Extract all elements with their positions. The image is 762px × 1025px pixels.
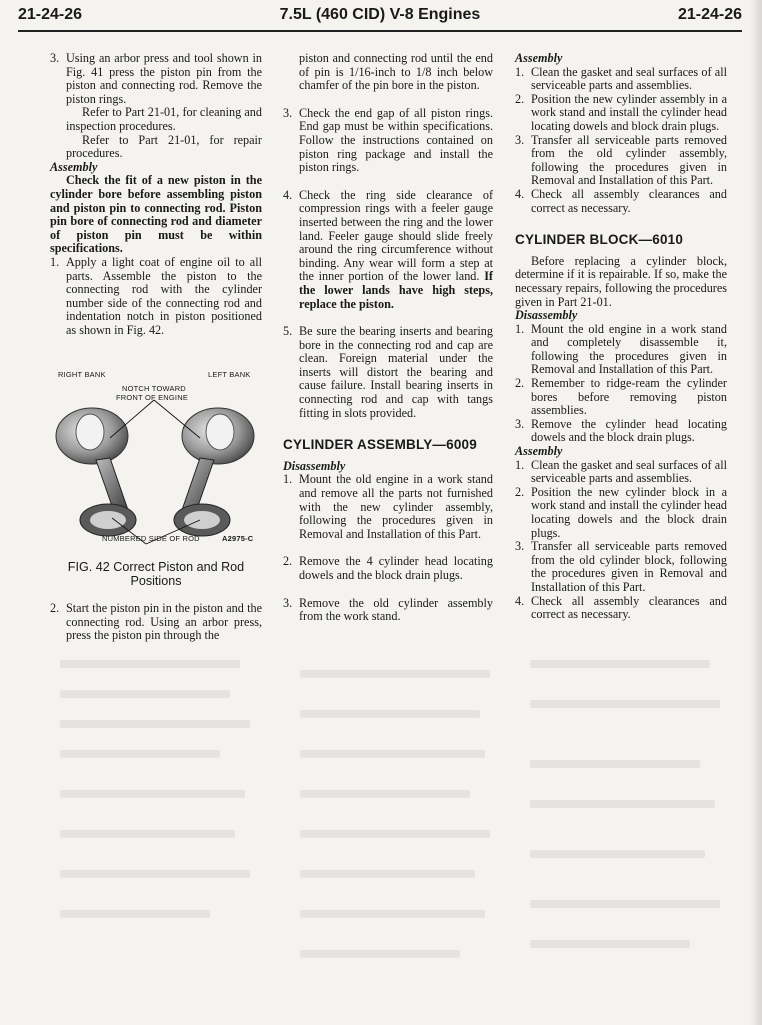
bleed-through-texture	[0, 640, 762, 1025]
figure-caption: FIG. 42 Correct Piston and Rod Positions	[67, 560, 245, 588]
list-item	[515, 66, 727, 93]
column-2	[283, 52, 493, 624]
intro-paragraph: Before replacing a cylinder block, determine if it is repairable. If so, make the necessary repairs, following the procedures given in Part 21-01.	[515, 253, 727, 309]
item-number: 4.	[283, 187, 293, 202]
item-text: Mount the old engine in a work stand and completely disassemble it, following the procedures given in Removal and Installation of this Part.	[531, 321, 727, 377]
list-item	[515, 595, 727, 622]
subheading-disassembly: Disassembly	[283, 458, 346, 473]
list-item	[515, 93, 727, 134]
item-number: 1.	[515, 457, 525, 472]
item-number: 5.	[283, 324, 293, 339]
list-item	[283, 189, 493, 311]
list-item-continued	[283, 52, 493, 93]
header-rule	[18, 30, 742, 32]
item-text: Transfer all serviceable parts removed from the old cylinder block, following the procedures given in Removal and Installation of this Part.	[531, 539, 727, 594]
item-text: Remove the old cylinder assembly from the work stand.	[299, 595, 493, 624]
item-text: Remember to ridge-ream the cylinder bores before removing piston assemblies.	[531, 376, 727, 418]
list-item	[515, 540, 727, 594]
item-number: 4.	[515, 593, 525, 608]
item-text: Mount the old engine in a work stand and remove all the parts not furnished with the new cylinder assembly, following the procedures given in Removal and Installation of this Part.	[299, 472, 493, 541]
item-number: 4.	[515, 186, 525, 201]
subheading-disassembly: Disassembly	[515, 308, 578, 323]
item-text: Apply a light coat of engine oil to all parts. Assemble the piston to the connecting rod with the cylinder number side of the connecting rod and indentation notch in piston positioned as shown in Fig. 42.	[66, 254, 262, 337]
refer-paragraph: Refer to Part 21-01, for repair procedures.	[66, 132, 262, 161]
item-number: 2.	[515, 91, 525, 106]
item-number: 3.	[515, 132, 525, 147]
left-bank-label: LEFT BANK	[208, 370, 251, 379]
page-title: 7.5L (460 CID) V-8 Engines	[279, 6, 481, 23]
list-item	[515, 486, 727, 540]
column-1	[50, 52, 262, 337]
list-item	[283, 107, 493, 175]
column-3	[515, 52, 727, 622]
list-item	[515, 134, 727, 188]
list-item	[283, 555, 493, 582]
subheading-assembly: Assembly	[50, 159, 98, 174]
section-heading-cylinder-assembly: CYLINDER ASSEMBLY—6009	[283, 437, 477, 453]
item-number: 2.	[515, 376, 525, 391]
item-number: 3.	[515, 416, 525, 431]
subheading-assembly: Assembly	[515, 444, 563, 459]
item-number: 2.	[515, 484, 525, 499]
item-number: 1.	[283, 472, 293, 487]
item-text: Check all assembly clearances and correct as necessary.	[531, 186, 727, 215]
page-number-left: 21-24-26	[18, 6, 83, 23]
item-text: Remove the 4 cylinder head locating dowels and the block drain plugs.	[299, 554, 493, 582]
item-number: 1.	[515, 64, 525, 79]
item-text: Position the new cylinder assembly in a work stand and install the cylinder head locating dowels and block drain plugs.	[531, 91, 727, 133]
item-text: Check the ring side clearance of compression rings with a feeler gauge inserted between the ring and the lower land. Feeler gauge should slide freely around the ring circumference without binding. Any wear will form a step at the inner portion of the lower land.	[299, 187, 493, 284]
item-text: Remove the cylinder head locating dowels and the block drain plugs.	[531, 416, 727, 445]
item-number: 3.	[283, 105, 293, 120]
numbered-side-label: NUMBERED SIDE OF ROD	[102, 534, 200, 543]
section-heading-cylinder-block: CYLINDER BLOCK—6010	[515, 232, 684, 248]
item-number: 1.	[515, 321, 525, 336]
figure-code: A2975-C	[222, 534, 254, 543]
column-1-bottom	[50, 602, 262, 643]
item-text: Using an arbor press and tool shown in Fig. 41 press the piston pin from the piston and connecting rod. Remove the piston rings.	[66, 51, 262, 106]
figure-42	[50, 368, 262, 546]
item-text: Position the new cylinder block in a work stand and install the cylinder head locating dowels and the block drain plugs.	[531, 484, 727, 540]
refer-paragraph: Refer to Part 21-01, for cleaning and inspection procedures.	[66, 105, 262, 133]
subheading-assembly: Assembly	[515, 51, 563, 65]
item-number: 2.	[283, 554, 293, 569]
list-item	[283, 473, 493, 541]
page-edge-shadow	[750, 0, 762, 1025]
item-bold-text: If the lower lands have high steps, replace the piston.	[299, 269, 493, 311]
item-number: 1.	[50, 254, 60, 269]
item-text: Transfer all serviceable parts removed from the old cylinder assembly, following the procedures given in Removal and Installation of this Part.	[531, 132, 727, 188]
item-text: Clean the gasket and seal surfaces of all serviceable parts and assemblies.	[531, 457, 727, 486]
right-bank-label: RIGHT BANK	[58, 370, 106, 379]
list-item	[50, 256, 262, 338]
list-item	[515, 418, 727, 445]
bold-note: Check the fit of a new piston in the cylinder bore before assembling piston and piston pin to connecting rod. Piston pin bore of connecting rod and diameter of piston pin must be within specifications.	[50, 173, 262, 256]
item-number: 3.	[283, 595, 293, 610]
item-text: Check the end gap of all piston rings. End gap must be within specifications. Follow the instructions contained on piston ring package and install the piston rings.	[299, 105, 493, 175]
list-item	[50, 52, 262, 106]
item-number: 3.	[50, 51, 60, 65]
list-item	[515, 377, 727, 418]
list-item	[283, 325, 493, 420]
notch-label-2: FRONT OF ENGINE	[116, 393, 189, 402]
list-item	[50, 602, 262, 643]
notch-label-1: NOTCH TOWARD	[122, 384, 186, 393]
list-item	[515, 459, 727, 486]
list-item	[283, 597, 493, 624]
item-text: Be sure the bearing inserts and bearing bore in the connecting rod and cap are clean. Foreign material under the inserts will distort the bearing and cause failure. Install bearing inserts in connecting rod and cap with tangs fitting in slots provided.	[299, 324, 493, 420]
list-item	[515, 188, 727, 215]
item-number: 3.	[515, 539, 525, 554]
page-number-right: 21-24-26	[677, 6, 742, 23]
page-header	[18, 6, 742, 28]
item-number: 2.	[50, 601, 60, 615]
list-item	[515, 323, 727, 377]
item-text: Clean the gasket and seal surfaces of all serviceable parts and assemblies.	[531, 64, 727, 93]
item-text: Check all assembly clearances and correct as necessary.	[531, 593, 727, 622]
item-text: piston and connecting rod until the end of pin is 1/16-inch to 1/8 inch below chamfer of the pin bore in the piston.	[299, 51, 493, 93]
item-text: Start the piston pin in the piston and the connecting rod. Using an arbor press, press the piston pin through the	[66, 601, 262, 643]
